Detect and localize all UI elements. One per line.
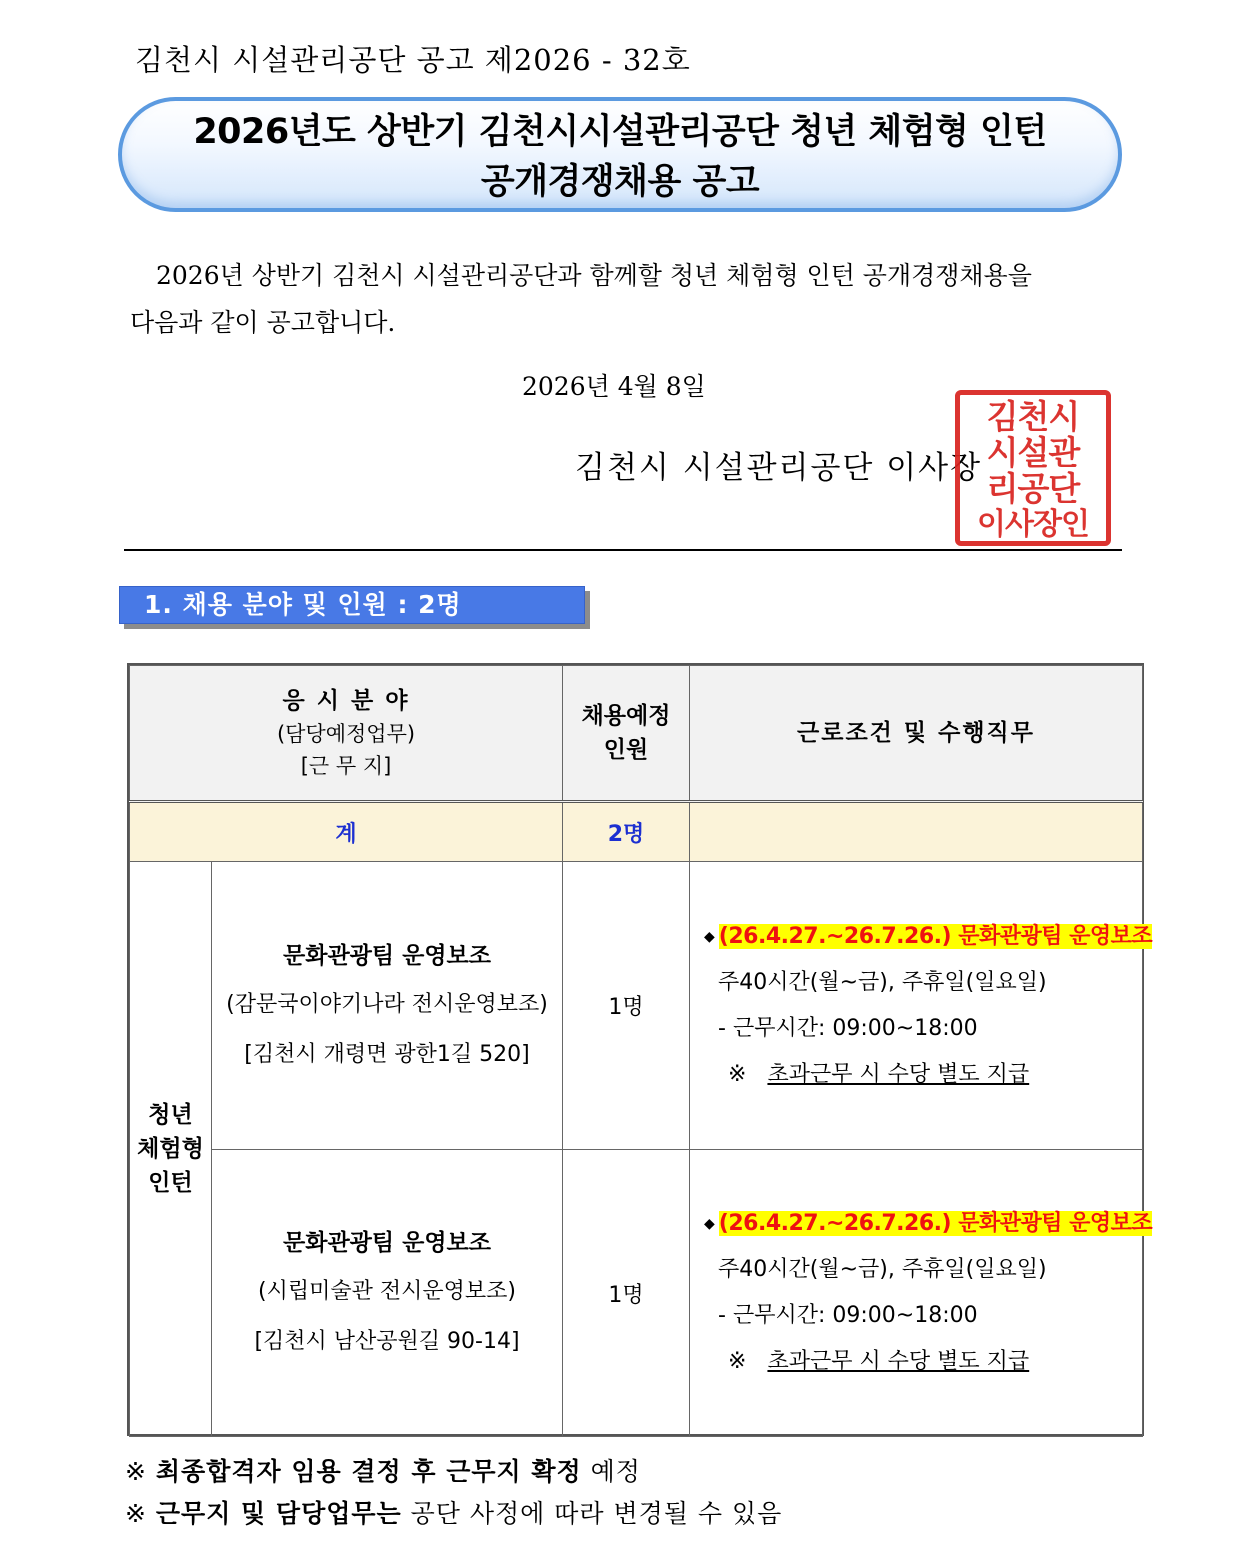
note-1 (125, 1452, 641, 1488)
seal-line-4: 이사장인 (977, 507, 1089, 542)
intro-text-1: 2026년 상반기 김천시 시설관리공단과 함께할 청년 체험형 인턴 공개경쟁채용을 (156, 261, 1032, 290)
seal-line-3: 리공단 (986, 469, 1080, 508)
overtime-note: 초과근무 시 수당 별도 지급 (767, 1349, 1030, 1374)
total-label: 계 (130, 802, 563, 862)
notice-date: 2026년 4월 8일 (522, 372, 706, 401)
job-location: [김천시 개령면 광한1길 520] (244, 1041, 530, 1067)
bullet-icon: ◆ (704, 1216, 715, 1232)
job-duty: (감문국이야기나라 전시운영보조) (226, 991, 548, 1017)
work-hours: 주40시간(월~금), 주휴일(일요일) (718, 969, 1047, 995)
job-cell (212, 1150, 563, 1437)
note-2 (125, 1494, 782, 1530)
official-seal-stamp (955, 390, 1111, 546)
bullet-icon: ◆ (704, 928, 715, 945)
table-total-row (130, 802, 1143, 862)
title-line-1: 2026년도 상반기 김천시시설관리공단 청년 체험형 인턴 (193, 112, 1047, 152)
note-2-rest: 공단 사정에 따라 변경될 수 있음 (410, 1499, 783, 1528)
category-cell: 청년 체험형 인턴 (130, 862, 212, 1437)
note-1-bold: 최종합격자 임용 결정 후 근무지 확정 (155, 1457, 582, 1486)
job-location: [김천시 남산공원길 90-14] (254, 1329, 520, 1354)
title-line-2: 공개경쟁채용 공고 (480, 162, 760, 202)
conditions-cell (690, 862, 1153, 1150)
job-count: 1명 (563, 1150, 690, 1437)
work-time: - 근무시간: 09:00~18:00 (718, 1015, 978, 1041)
header-field: 응 시 분 야 (담당예정업무) [근 무 지] (130, 666, 563, 802)
reference-mark-icon: ※ (125, 1499, 147, 1528)
total-count: 2명 (563, 802, 690, 862)
table-row (130, 862, 1143, 1150)
divider-line (124, 549, 1122, 551)
notice-number: 김천시 시설관리공단 공고 제2026 - 32호 (135, 43, 691, 77)
job-duty: (시립미술관 전시운영보조) (258, 1279, 516, 1304)
intro-paragraph (130, 252, 1120, 346)
work-hours: 주40시간(월~금), 주휴일(일요일) (718, 1257, 1047, 1282)
job-name: 문화관광팀 운영보조 (283, 1230, 491, 1256)
reference-mark-icon: ※ (125, 1457, 147, 1486)
note-2-bold: 근무지 및 담당업무는 (155, 1499, 402, 1528)
reference-mark-icon: ※ (728, 1349, 747, 1374)
recruitment-table (127, 663, 1153, 1436)
intro-text-2: 다음과 같이 공고합니다. (130, 308, 396, 337)
job-name: 문화관광팀 운영보조 (283, 942, 491, 969)
work-time: - 근무시간: 09:00~18:00 (718, 1303, 978, 1328)
table-row (130, 1150, 1143, 1437)
header-count: 채용예정 인원 (563, 666, 690, 802)
header-conditions: 근로조건 및 수행직무 (690, 666, 1143, 802)
overtime-note: 초과근무 시 수당 별도 지급 (767, 1061, 1030, 1087)
organization-name: 김천시 시설관리공단 이사장 (575, 450, 983, 486)
job-cell (212, 862, 563, 1150)
reference-mark-icon: ※ (728, 1061, 747, 1087)
seal-line-2: 시설관 (986, 433, 1080, 472)
period-highlight: (26.4.27.~26.7.26.) 문화관광팀 운영보조 (718, 1211, 1153, 1236)
title-banner (118, 97, 1122, 212)
section-heading-label: 1. 채용 분야 및 인원 : 2명 (119, 586, 585, 624)
table-header-row (130, 666, 1143, 802)
period-highlight: (26.4.27.~26.7.26.) 문화관광팀 운영보조 (718, 923, 1153, 949)
job-count: 1명 (563, 862, 690, 1150)
section-heading-1 (119, 586, 587, 624)
conditions-cell (690, 1150, 1153, 1437)
note-1-rest: 예정 (590, 1457, 641, 1486)
total-conditions (690, 802, 1143, 862)
seal-line-1: 김천시 (986, 397, 1080, 436)
